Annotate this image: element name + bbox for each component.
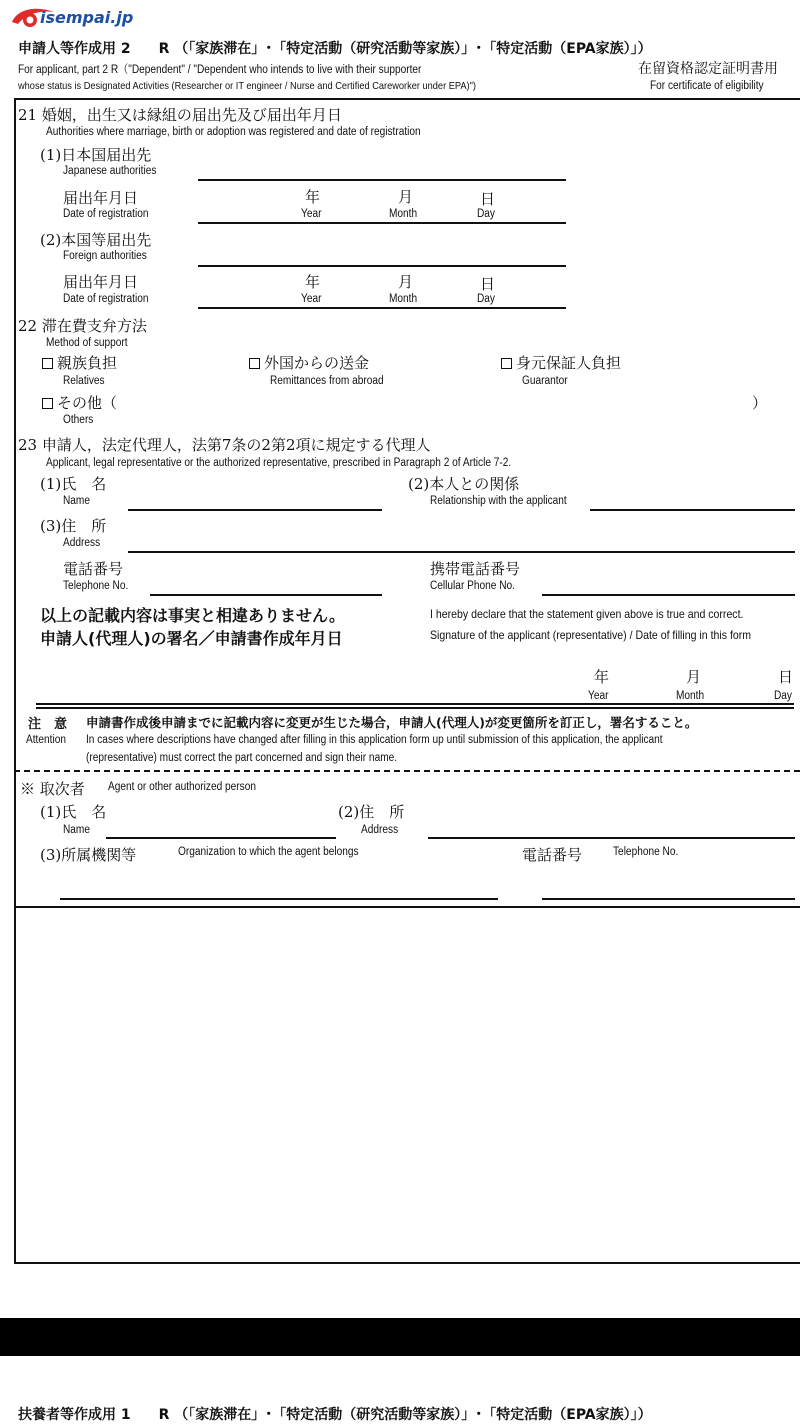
- agent-section-bottom: [14, 906, 800, 908]
- signature-label-en: Signature of the applicant (representative) / Date of filling in this form: [430, 628, 752, 642]
- frame-left: [14, 98, 16, 1264]
- s23-cell-label: 携帯電話番号: [430, 560, 521, 578]
- sign-month-jp: 月: [686, 668, 702, 686]
- remittance-option[interactable]: [249, 352, 369, 373]
- s23-address-label: (3)住 所: [40, 517, 107, 535]
- agent-org-label-en: Organization to which the agent belongs: [178, 846, 359, 858]
- agent-org-label: (3)所属機関等: [40, 846, 137, 864]
- guarantor-label: 身元保証人負担: [516, 354, 622, 372]
- year-jp: 年: [305, 188, 321, 206]
- s21-title: 21 婚姻，出生又は縁組の届出先及び届出年月日: [18, 106, 342, 124]
- sign-year-jp: 年: [594, 668, 610, 686]
- others-label: その他（: [57, 394, 118, 412]
- agent-name-field[interactable]: [106, 837, 336, 839]
- sign-month-en: Month: [676, 690, 705, 702]
- page-separator: [0, 1318, 800, 1356]
- s21-japan-label-en: Japanese authorities: [63, 165, 157, 177]
- agent-name-label-en: Name: [63, 824, 91, 836]
- cellphone-field[interactable]: [542, 594, 795, 596]
- s22-title: 22 滞在費支弁方法: [18, 317, 147, 335]
- s23-relationship-label: (2)本人との関係: [408, 475, 520, 493]
- day2-en: Day: [477, 293, 495, 305]
- month-jp: 月: [398, 188, 414, 206]
- s21-foreign-label-en: Foreign authorities: [63, 250, 147, 262]
- s21-japan-label: (1)日本国届出先: [40, 146, 152, 164]
- year2-en: Year: [301, 293, 322, 305]
- frame-bottom: [14, 1262, 800, 1264]
- declaration-en: I hereby declare that the statement given above is true and correct.: [430, 607, 744, 621]
- s23-tel-label: 電話番号: [63, 560, 124, 578]
- form-title: 申請人等作成用 2 R （「家族滞在」･「特定活動（研究活動等家族）」･「特定活動（EPA家族）」）: [18, 41, 652, 57]
- form-subtitle-line2: whose status is Designated Activities (Researcher or IT engineer / Nurse and Certified Careworker under EPA)"): [18, 80, 476, 92]
- month2-jp: 月: [398, 273, 414, 291]
- agent-tel-label: 電話番号: [522, 846, 583, 864]
- logo-text: isempai.jp: [40, 8, 134, 27]
- certificate-label-jp: 在留資格認定証明書用: [638, 61, 778, 77]
- signature-label-jp: 申請人(代理人)の署名／申請書作成年月日: [40, 629, 343, 648]
- s21-date2-label-en: Date of registration: [63, 293, 149, 305]
- japan-date-field[interactable]: [198, 222, 566, 224]
- year2-jp: 年: [305, 273, 321, 291]
- remittance-label: 外国からの送金: [264, 354, 370, 372]
- agent-tel-label-en: Telephone No.: [613, 846, 679, 858]
- attention-text-en-1: In cases where descriptions have changed after filling in this application form up until submission of this application, the applicant: [86, 734, 663, 746]
- year-en: Year: [301, 208, 322, 220]
- s21-title-en: Authorities where marriage, birth or adoption was registered and date of registration: [46, 126, 421, 138]
- attention-text-jp: 申請書作成後申請までに記載内容に変更が生じた場合，申請人(代理人)が変更箇所を訂正し，署名すること。: [86, 715, 698, 730]
- s23-name-label-en: Name: [63, 495, 91, 507]
- s23-cell-label-en: Cellular Phone No.: [430, 580, 515, 592]
- guarantor-checkbox[interactable]: [501, 358, 512, 369]
- s21-date2-label: 届出年月日: [63, 273, 139, 291]
- applicant-address-field[interactable]: [128, 551, 795, 553]
- next-page-title: 扶養者等作成用 1 R （「家族滞在」･「特定活動（研究活動等家族）」･「特定活動（EPA家族）」）: [18, 1407, 652, 1423]
- signature-field-line2: [36, 707, 794, 709]
- others-close-paren: ）: [752, 394, 768, 412]
- agent-address-label: (2)住 所: [338, 803, 405, 821]
- others-label-en: Others: [63, 414, 94, 426]
- remittance-label-en: Remittances from abroad: [270, 375, 384, 387]
- day-jp: 日: [480, 190, 496, 208]
- agent-title: ※ 取次者: [20, 780, 85, 798]
- agent-address-label-en: Address: [361, 824, 399, 836]
- others-option[interactable]: [42, 392, 117, 413]
- relationship-field[interactable]: [590, 509, 795, 511]
- japan-authorities-field[interactable]: [198, 179, 566, 181]
- sign-year-en: Year: [588, 690, 609, 702]
- guarantor-option[interactable]: [501, 352, 621, 373]
- others-checkbox[interactable]: [42, 398, 53, 409]
- agent-section-divider: [14, 770, 800, 772]
- s23-tel-label-en: Telephone No.: [63, 580, 129, 592]
- agent-tel-field[interactable]: [542, 898, 795, 900]
- s23-name-label: (1)氏 名: [40, 475, 107, 493]
- telephone-field[interactable]: [150, 594, 382, 596]
- guarantor-label-en: Guarantor: [522, 375, 568, 387]
- foreign-authorities-field[interactable]: [198, 265, 566, 267]
- agent-title-en: Agent or other authorized person: [108, 781, 256, 793]
- s23-relationship-label-en: Relationship with the applicant: [430, 495, 567, 507]
- sign-day-jp: 日: [778, 668, 794, 686]
- month-en: Month: [389, 208, 418, 220]
- remittance-checkbox[interactable]: [249, 358, 260, 369]
- s23-title: 23 申請人，法定代理人，法第7条の2第2項に規定する代理人: [18, 436, 431, 454]
- s23-title-en: Applicant, legal representative or the authorized representative, prescribed in Paragraph 2 of Article 7-2.: [46, 457, 512, 469]
- s23-address-label-en: Address: [63, 537, 101, 549]
- relatives-checkbox[interactable]: [42, 358, 53, 369]
- day-en: Day: [477, 208, 495, 220]
- month2-en: Month: [389, 293, 418, 305]
- declaration-jp: 以上の記載内容は事実と相違ありません。: [40, 606, 345, 625]
- s22-title-en: Method of support: [46, 337, 128, 349]
- attention-label-en: Attention: [26, 734, 66, 746]
- s21-foreign-label: (2)本国等届出先: [40, 231, 152, 249]
- attention-text-en-2: (representative) must correct the part concerned and sign their name.: [86, 752, 398, 764]
- sign-day-en: Day: [774, 690, 792, 702]
- agent-org-field[interactable]: [60, 898, 498, 900]
- day2-jp: 日: [480, 275, 496, 293]
- foreign-date-field[interactable]: [198, 307, 566, 309]
- certificate-label-en: For certificate of eligibility: [650, 80, 764, 92]
- relatives-label: 親族負担: [57, 354, 118, 372]
- relatives-option[interactable]: [42, 352, 117, 373]
- signature-field-line1[interactable]: [36, 703, 794, 705]
- attention-label-jp: 注 意: [28, 717, 68, 732]
- form-subtitle-line1: For applicant, part 2 R（"Dependent" / "Dependent who intends to live with their supporter: [18, 64, 422, 76]
- applicant-name-field[interactable]: [128, 509, 382, 511]
- agent-name-label: (1)氏 名: [40, 803, 107, 821]
- s21-date1-label: 届出年月日: [63, 189, 139, 207]
- s21-date1-label-en: Date of registration: [63, 208, 149, 220]
- frame-top: [14, 98, 800, 100]
- agent-address-field[interactable]: [428, 837, 795, 839]
- relatives-label-en: Relatives: [63, 375, 105, 387]
